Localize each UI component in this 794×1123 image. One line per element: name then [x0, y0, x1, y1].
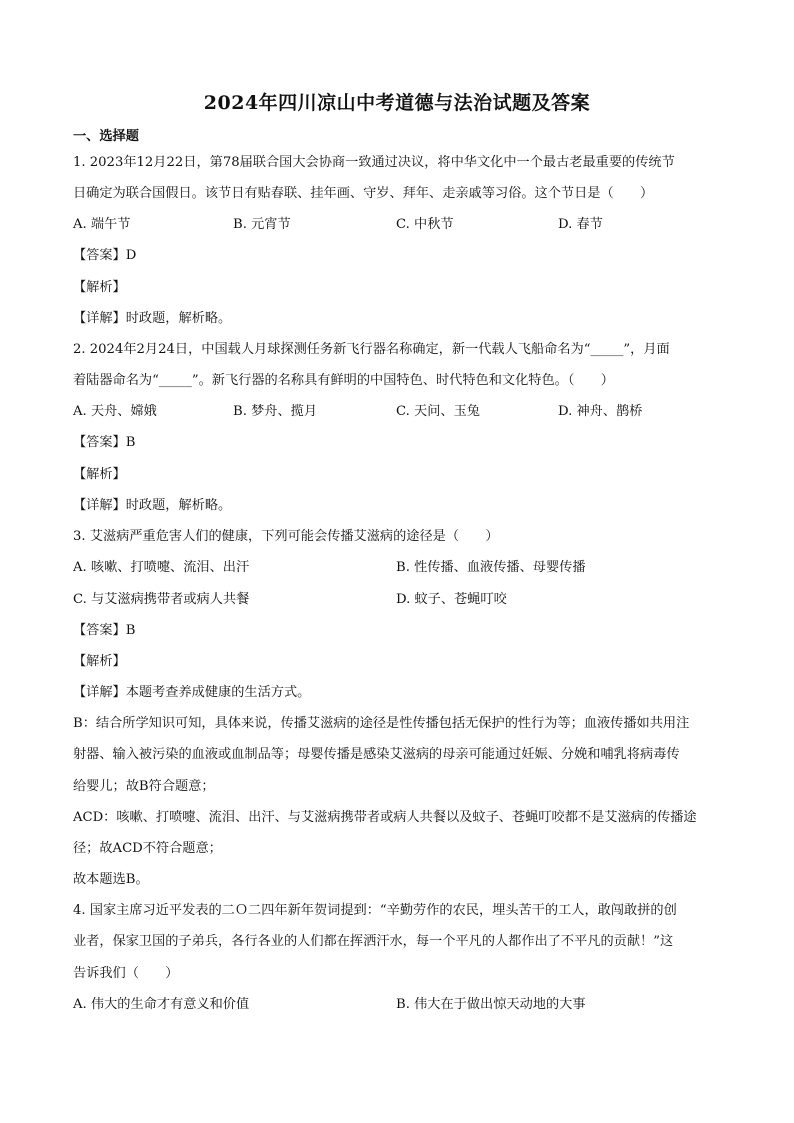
- q4-stem-line3: 告诉我们（ ）: [73, 966, 179, 981]
- q3-option-d: D. 蚊子、苍蝇叮咬: [396, 592, 507, 607]
- q2-stem-line2: 着陆器命名为“_____”。新飞行器的名称具有鲜明的中国特色、时代特色和文化特色。（ ）: [73, 373, 614, 388]
- page-title: 2024年四川凉山中考道德与法治试题及答案: [203, 92, 591, 114]
- q2-detail: 【详解】时政题，解析略。: [73, 498, 232, 513]
- q3-detail: 【详解】本题考查养成健康的生活方式。: [73, 685, 311, 700]
- q1-option-a: A. 端午节: [73, 217, 131, 232]
- q3-conclusion: 故本题选B。: [73, 872, 149, 887]
- q3-explanation-line5: 径；故ACD不符合题意；: [73, 841, 222, 856]
- q1-option-d: D. 春节: [558, 217, 603, 232]
- q2-option-b: B. 梦舟、揽月: [233, 404, 318, 419]
- q4-option-b: B. 伟大在于做出惊天动地的大事: [396, 997, 586, 1012]
- q3-explanation-line4: ACD：咳嗽、打喷嚏、流泪、出汗、与艾滋病携带者或病人共餐以及蚊子、苍蝇叮咬都不是艾滋病的传播途: [73, 810, 697, 825]
- q1-option-b: B. 元宵节: [233, 217, 291, 232]
- q1-analysis: 【解析】: [73, 280, 126, 295]
- q2-analysis: 【解析】: [73, 467, 126, 482]
- q3-option-b: B. 性传播、血液传播、母婴传播: [396, 560, 586, 575]
- q3-answer: 【答案】B: [73, 623, 136, 638]
- q2-option-d: D. 神舟、鹊桥: [558, 404, 643, 419]
- q1-option-c: C. 中秋节: [396, 217, 454, 232]
- q3-explanation-line1: B：结合所学知识可知，具体来说，传播艾滋病的途径是性传播包括无保护的性行为等；血液传播如共用注: [73, 716, 690, 731]
- q2-answer: 【答案】B: [73, 435, 136, 450]
- q1-stem-line1: 1. 2023年12月22日，第78届联合国大会协商一致通过决议，将中华文化中一个最古老最重要的传统节: [73, 155, 675, 170]
- q2-option-a: A. 天舟、嫦娥: [73, 404, 157, 419]
- q2-option-c: C. 天问、玉兔: [396, 404, 480, 419]
- q1-detail: 【详解】时政题，解析略。: [73, 311, 232, 326]
- q4-stem-line2: 业者，保家卫国的子弟兵，各行各业的人们都在挥洒汗水，每一个平凡的人都作出了不平凡的贡献！”这: [73, 934, 674, 949]
- q2-stem-line1: 2. 2024年2月24日，中国载人月球探测任务新飞行器名称确定，新一代载人飞船命名为“_____”，月面: [73, 342, 670, 357]
- q3-analysis: 【解析】: [73, 654, 126, 669]
- q4-stem-line1: 4. 国家主席习近平发表的二Ｏ二四年新年贺词提到：“辛勤劳作的农民，埋头苦干的工人，敢闯敢拼的创: [73, 903, 677, 918]
- q3-stem: 3. 艾滋病严重危害人们的健康，下列可能会传播艾滋病的途径是（ ）: [73, 529, 499, 544]
- q1-stem-line2: 日确定为联合国假日。该节日有贴春联、挂年画、守岁、拜年、走亲戚等习俗。这个节日是（ ）: [73, 186, 654, 201]
- q4-option-a: A. 伟大的生命才有意义和价值: [73, 997, 250, 1012]
- q3-option-a: A. 咳嗽、打喷嚏、流泪、出汗: [73, 560, 250, 575]
- q3-option-c: C. 与艾滋病携带者或病人共餐: [73, 592, 250, 607]
- q1-answer: 【答案】D: [73, 248, 137, 263]
- q3-explanation-line3: 给婴儿；故B符合题意；: [73, 779, 215, 794]
- section-heading: 一、选择题: [73, 129, 139, 144]
- q3-explanation-line2: 射器、输入被污染的血液或血制品等；母婴传播是感染艾滋病的母亲可能通过妊娠、分娩和哺乳将病毒传: [73, 747, 680, 762]
